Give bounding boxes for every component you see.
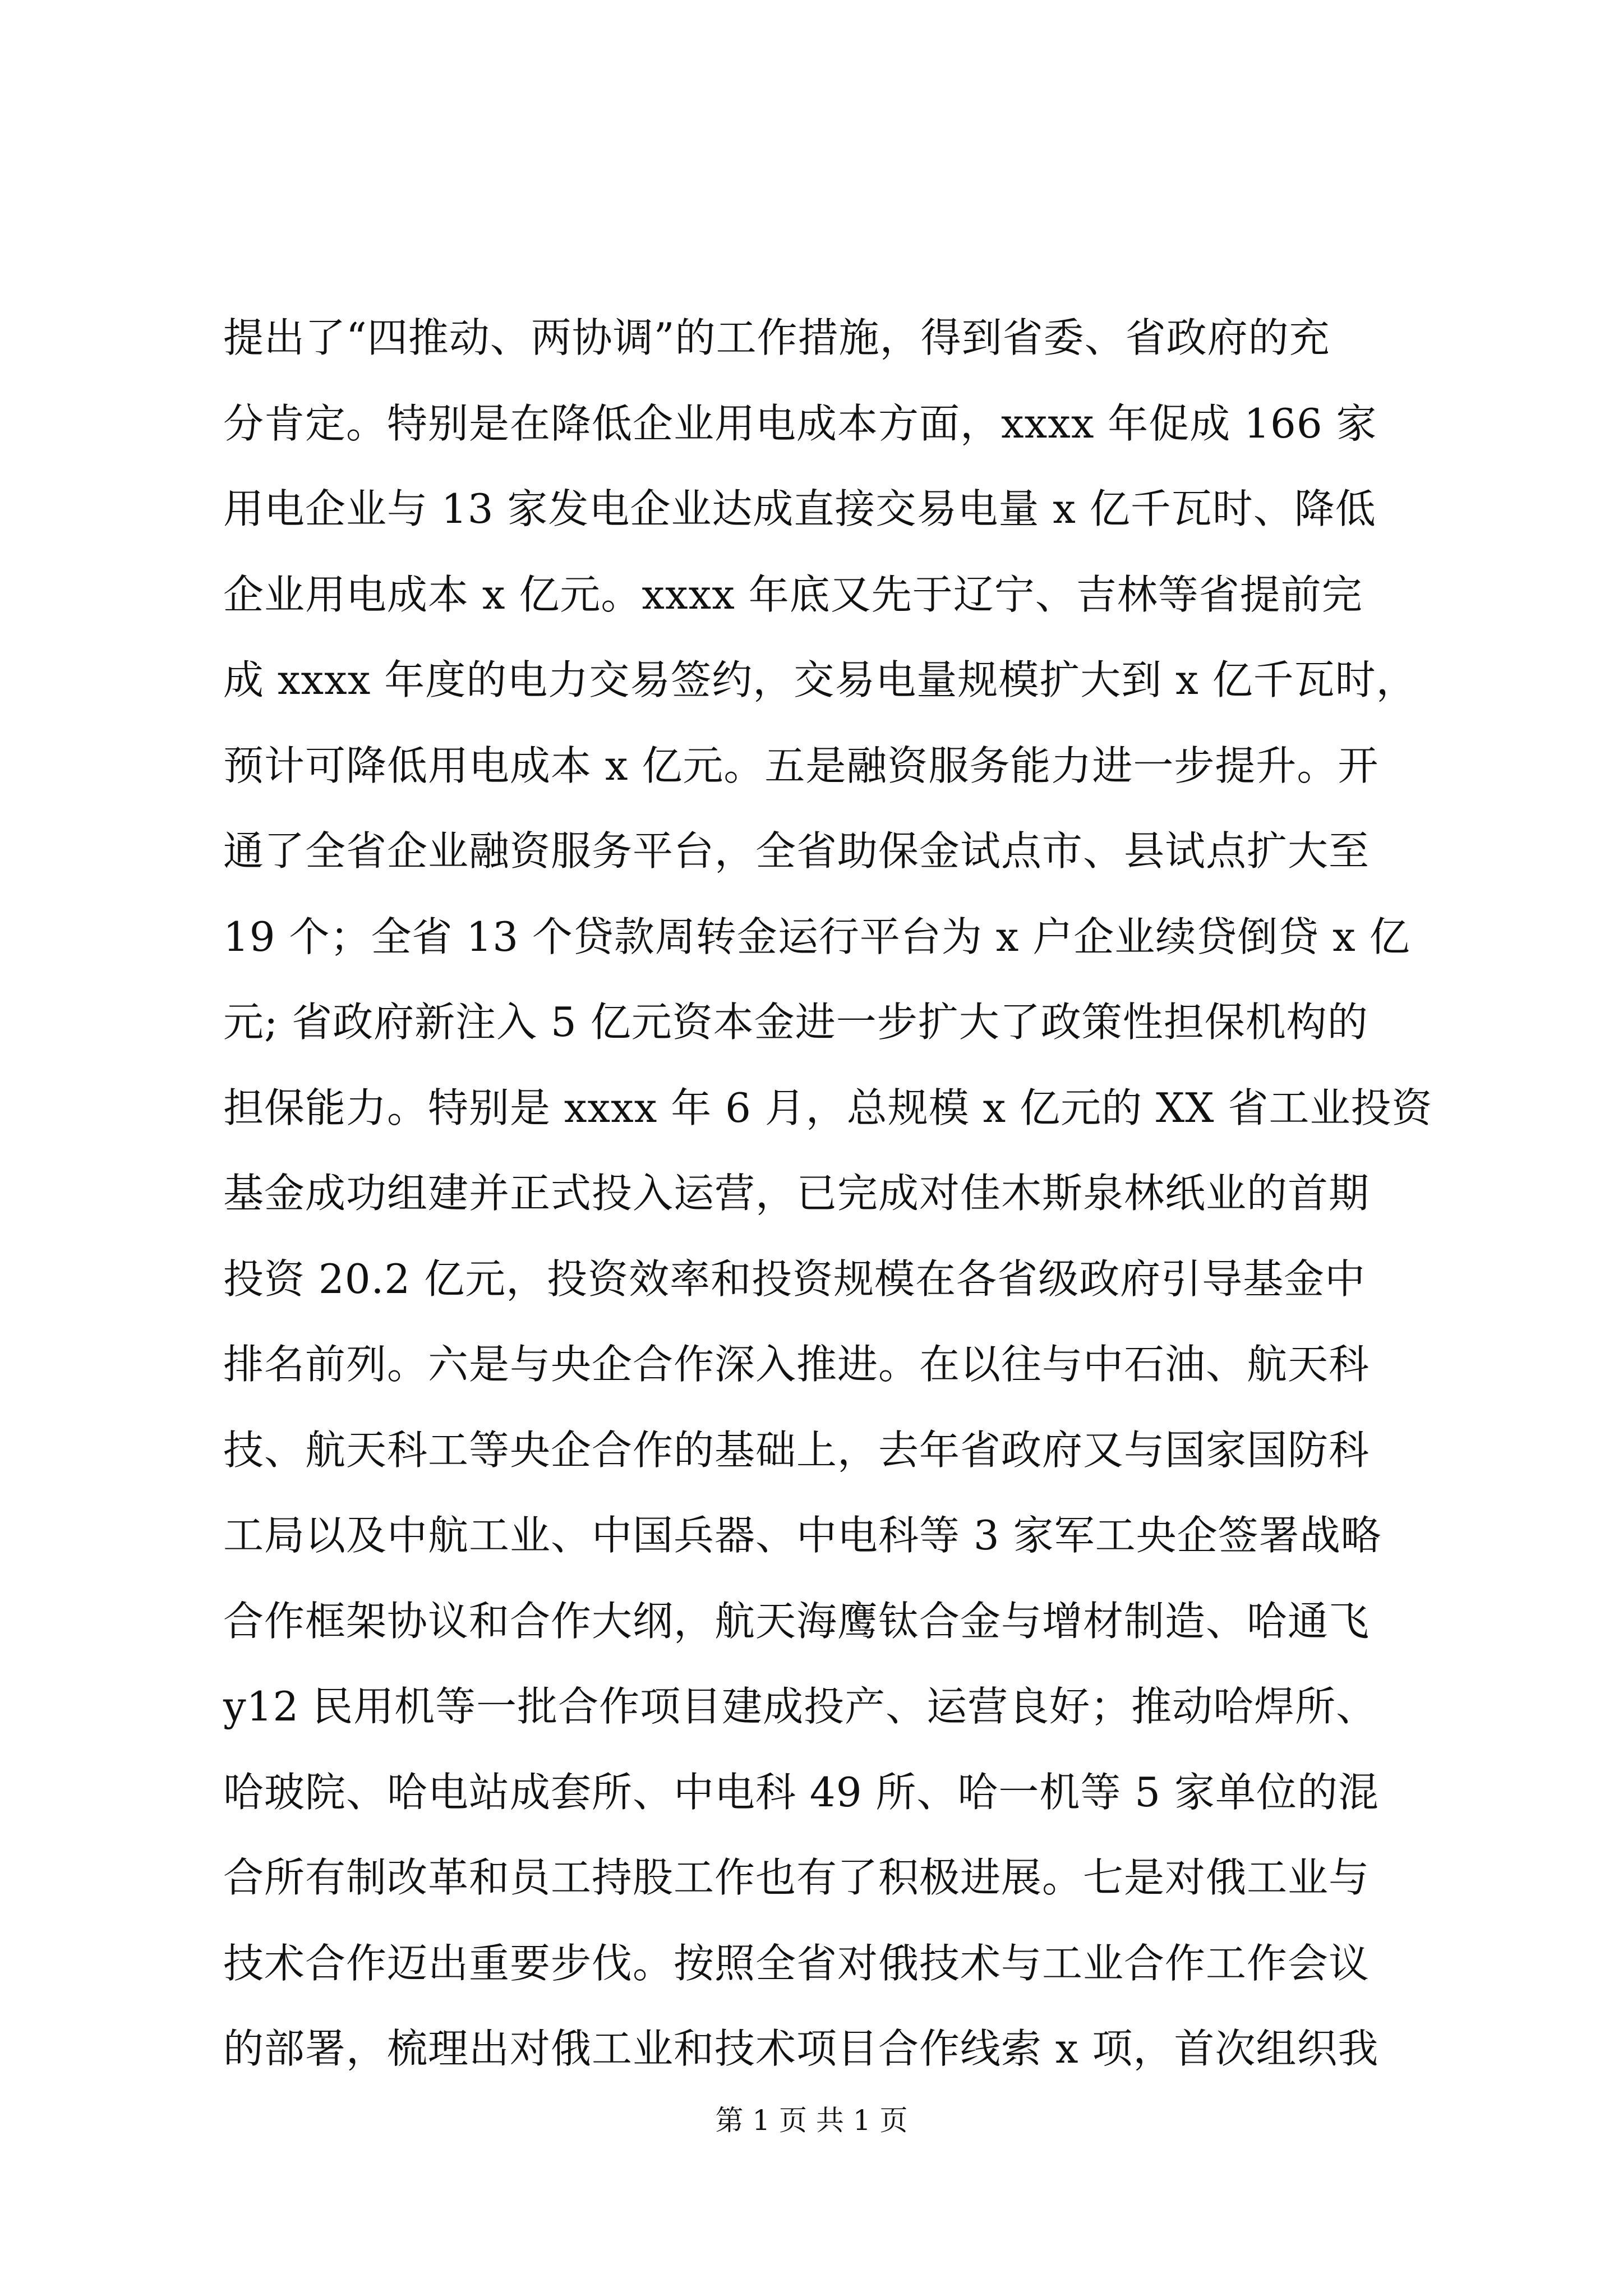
page-footer bbox=[0, 2101, 1623, 2140]
text-line: 担保能力。特别是 xxxx 年 6 月，总规模 x 亿元的 XX 省工业投资 bbox=[223, 1084, 1433, 1131]
text-line: 提出了“四推动、两协调”的工作措施，得到省委、省政府的充 bbox=[223, 314, 1330, 361]
text-line: 元; 省政府新注入 5 亿元资本金进一步扩大了政策性担保机构的 bbox=[223, 999, 1368, 1046]
text-line: 通了全省企业融资服务平台，全省助保金试点市、县试点扩大至 bbox=[223, 827, 1370, 875]
text-line: 成 xxxx 年度的电力交易签约，交易电量规模扩大到 x 亿千瓦时， bbox=[223, 656, 1417, 703]
text-line: 合所有制改革和员工持股工作也有了积极进展。七是对俄工业与 bbox=[223, 1854, 1370, 1901]
page-number: 第 1 页 共 1 页 bbox=[715, 2104, 908, 2137]
text-line: 企业用电成本 x 亿元。xxxx 年底又先于辽宁、吉林等省提前完 bbox=[223, 570, 1363, 618]
text-line: 投资 20.2 亿元，投资效率和投资规模在各省级政府引导基金中 bbox=[223, 1255, 1366, 1303]
text-line: 工局以及中航工业、中国兵器、中电科等 3 家军工央企签署战略 bbox=[223, 1512, 1382, 1559]
text-line: 预计可降低用电成本 x 亿元。五是融资服务能力进一步提升。开 bbox=[223, 742, 1379, 789]
text-line: 的部署，梳理出对俄工业和技术项目合作线索 x 项，首次组织我 bbox=[223, 2025, 1379, 2072]
text-line: 技术合作迈出重要步伐。按照全省对俄技术与工业合作工作会议 bbox=[223, 1939, 1370, 1987]
text-line: 哈玻院、哈电站成套所、中电科 49 所、哈一机等 5 家单位的混 bbox=[223, 1768, 1379, 1816]
body-text bbox=[223, 295, 1433, 2092]
text-line: 排名前列。六是与央企合作深入推进。在以往与中石油、航天科 bbox=[223, 1341, 1370, 1388]
text-line: 合作框架协议和合作大纲，航天海鹰钛合金与增材制造、哈通飞 bbox=[223, 1597, 1370, 1645]
text-line: 技、航天科工等央企合作的基础上，去年省政府又与国家国防科 bbox=[223, 1426, 1370, 1474]
text-line: 分肯定。特别是在降低企业用电成本方面，xxxx 年促成 166 家 bbox=[223, 399, 1377, 447]
text-line: 用电企业与 13 家发电企业达成直接交易电量 x 亿千瓦时、降低 bbox=[223, 485, 1376, 532]
text-line: y12 民用机等一批合作项目建成投产、运营良好；推动哈焊所、 bbox=[223, 1683, 1377, 1730]
text-line: 基金成功组建并正式投入运营，已完成对佳木斯泉林纸业的首期 bbox=[223, 1170, 1370, 1217]
text-line: 19 个；全省 13 个贷款周转金运行平台为 x 户企业续贷倒贷 x 亿 bbox=[223, 913, 1410, 960]
